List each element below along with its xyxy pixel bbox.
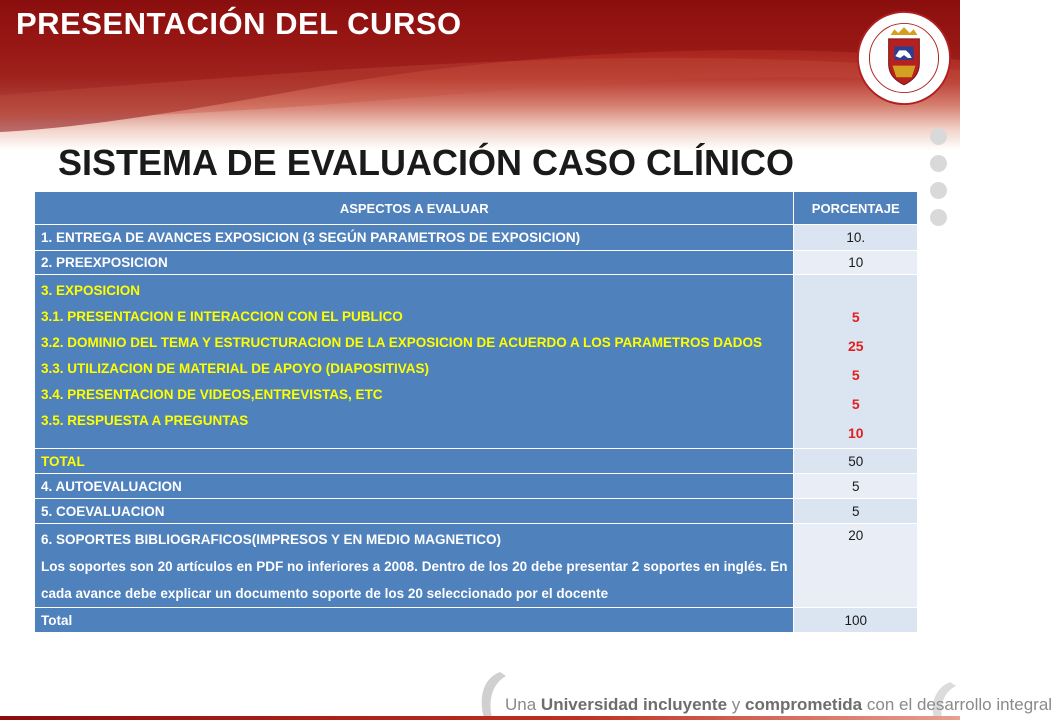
exposicion-value: 5 — [851, 367, 860, 383]
row-value-total: 50 — [794, 449, 918, 474]
header-aspectos: ASPECTOS A EVALUAR — [35, 192, 794, 225]
exposicion-line: 3.5. RESPUESTA A PREGUNTAS — [41, 413, 249, 428]
soportes-title: 6. SOPORTES BIBLIOGRAFICOS(IMPRESOS Y EN MEDIO MAGNETICO) — [41, 532, 502, 547]
row-values-exposicion — [794, 275, 918, 449]
row-value-autoevaluacion: 5 — [794, 474, 918, 499]
dot — [930, 128, 947, 145]
footer-part: y — [727, 695, 745, 714]
university-seal-logo — [856, 10, 952, 106]
exposicion-line: 3.3. UTILIZACION DE MATERIAL DE APOYO (DIAPOSITIVAS) — [41, 361, 430, 376]
table-row — [35, 251, 918, 275]
dot — [930, 209, 947, 226]
soportes-description: Los soportes son 20 artículos en PDF no inferiores a 2008. Dentro de los 20 debe presentar 2 soportes en inglés. En cada avance debe explicar un documento soporte de los 20 seleccionado por el docente — [41, 559, 788, 601]
table-row — [35, 474, 918, 499]
evaluation-table — [34, 191, 918, 633]
row-label-total: TOTAL — [35, 449, 794, 474]
dot — [930, 155, 947, 172]
exposicion-value: 5 — [851, 309, 860, 325]
table-row — [35, 524, 918, 608]
dot — [930, 182, 947, 199]
header-title: PRESENTACIÓN DEL CURSO — [16, 6, 462, 41]
exposicion-value: 5 — [851, 396, 860, 412]
row-label-autoevaluacion: 4. AUTOEVALUACION — [35, 474, 794, 499]
table-row — [35, 608, 918, 633]
row-label-preexposicion: 2. PREEXPOSICION — [35, 251, 794, 275]
row-value-preexposicion: 10 — [794, 251, 918, 275]
row-label-coevaluacion: 5. COEVALUACION — [35, 499, 794, 524]
slide-title: SISTEMA DE EVALUACIÓN CASO CLÍNICO — [58, 142, 795, 183]
footer-part: Una — [505, 695, 541, 714]
footer-part: comprometida — [745, 695, 863, 714]
table-row — [35, 499, 918, 524]
exposicion-line: 3.4. PRESENTACION DE VIDEOS,ENTREVISTAS, ETC — [41, 387, 383, 402]
exposicion-line: 3.1. PRESENTACION E INTERACCION CON EL PUBLICO — [41, 309, 403, 324]
table-row — [35, 449, 918, 474]
row-label-grand-total: Total — [35, 608, 794, 633]
footer-slogan — [505, 695, 1052, 715]
row-value-soportes: 20 — [794, 524, 918, 608]
exposicion-line: 3. EXPOSICION — [41, 283, 141, 298]
row-label-soportes — [35, 524, 794, 608]
header-porcentaje: PORCENTAJE — [794, 192, 918, 225]
row-label-entrega: 1. ENTREGA DE AVANCES EXPOSICION (3 SEGÚN PARAMETROS DE EXPOSICION) — [35, 225, 794, 251]
table-row — [35, 275, 918, 449]
row-value-entrega: 10. — [794, 225, 918, 251]
table-header-row — [35, 192, 918, 225]
exposicion-value: 25 — [847, 338, 864, 354]
row-value-coevaluacion: 5 — [794, 499, 918, 524]
row-value-grand-total: 100 — [794, 608, 918, 633]
exposicion-line: 3.2. DOMINIO DEL TEMA Y ESTRUCTURACION DE LA EXPOSICION DE ACUERDO A LOS PARAMETROS DADOS — [41, 335, 763, 350]
exposicion-value: 10 — [847, 425, 864, 441]
table-row — [35, 225, 918, 251]
footer-part: con el desarrollo integral — [862, 695, 1052, 714]
footer-part: Universidad incluyente — [540, 695, 728, 714]
decorative-dots — [930, 128, 952, 236]
row-label-exposicion — [35, 275, 794, 449]
footer-line — [0, 716, 960, 720]
